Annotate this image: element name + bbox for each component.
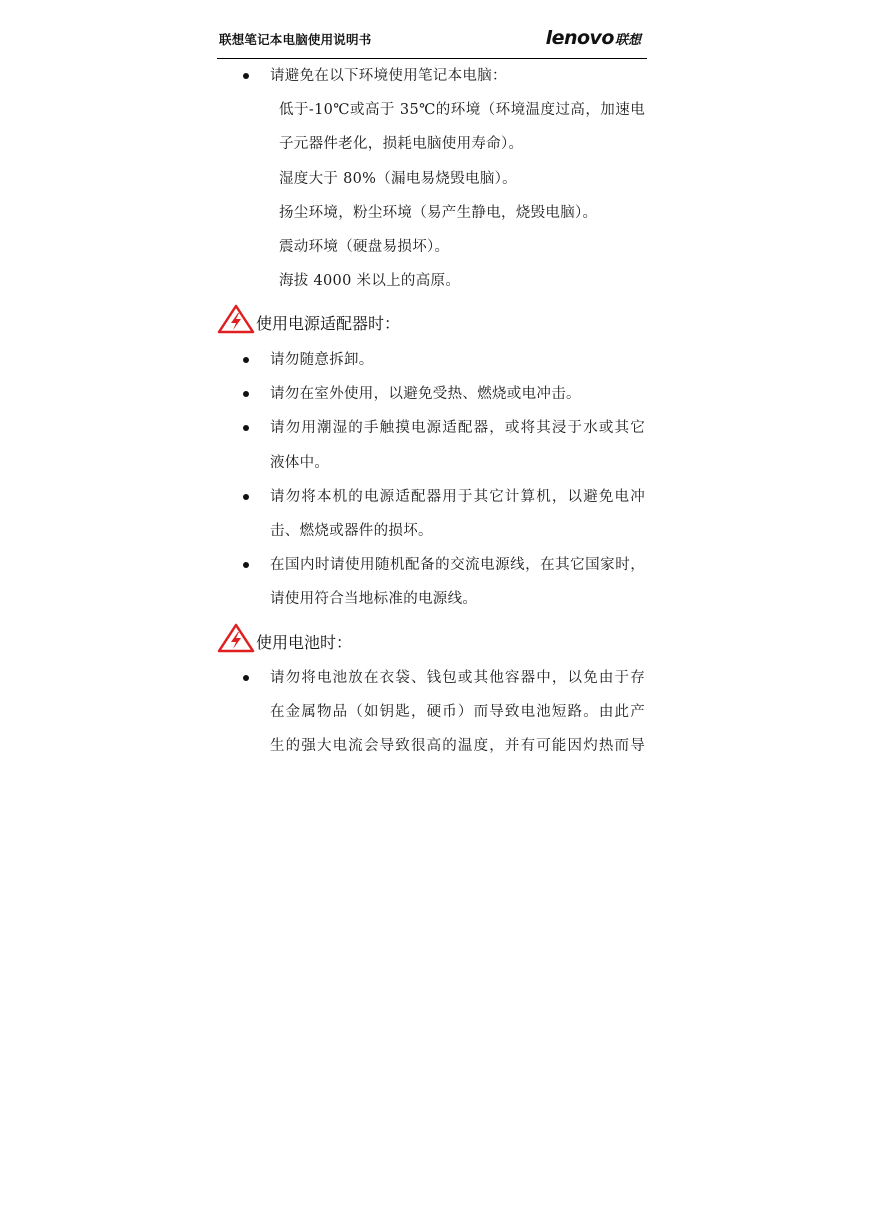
warning-icon — [217, 304, 255, 334]
bullet-dot — [243, 675, 249, 681]
logo-cjk: 联想 — [614, 33, 641, 48]
adapter-section-title: 使用电源适配器时： — [256, 314, 401, 333]
battery-bullet-continuation: 在金属物品（如钥匙，硬币）而导致电池短路。由此产 — [270, 704, 645, 720]
adapter-bullet: 请勿随意拆卸。 — [270, 352, 374, 368]
battery-bullet-continuation: 生的强大电流会导致很高的温度，并有可能因灼热而导 — [270, 738, 645, 754]
environment-intro: 请避免在以下环境使用笔记本电脑： — [270, 68, 507, 84]
page-header — [217, 24, 647, 59]
battery-section-heading — [217, 619, 352, 653]
bullet-dot — [243, 494, 249, 500]
environment-item: 扬尘环境，粉尘环境（易产生静电，烧毁电脑）。 — [279, 205, 598, 221]
environment-item: 湿度大于 80%（漏电易烧毁电脑）。 — [279, 171, 517, 187]
logo-latin: lenovo — [545, 27, 614, 49]
adapter-bullet: 请勿将本机的电源适配器用于其它计算机，以避免电冲 — [270, 489, 645, 505]
bullet-dot — [243, 562, 249, 568]
adapter-bullet: 请勿在室外使用，以避免受热、燃烧或电冲击。 — [270, 386, 581, 402]
battery-section-title: 使用电池时： — [256, 633, 353, 652]
warning-icon — [217, 623, 255, 653]
adapter-bullet-continuation: 击、燃烧或器件的损坏。 — [270, 523, 433, 539]
adapter-bullet: 请勿用潮湿的手触摸电源适配器，或将其浸于水或其它 — [270, 420, 645, 436]
bullet-dot — [243, 357, 249, 363]
header-title: 联想笔记本电脑使用说明书 — [219, 32, 372, 47]
bullet-dot — [243, 425, 249, 431]
adapter-bullet-continuation: 液体中。 — [270, 455, 330, 471]
battery-bullet: 请勿将电池放在衣袋、钱包或其他容器中，以免由于存 — [270, 670, 645, 686]
environment-item: 海拔 4000 米以上的高原。 — [279, 273, 461, 289]
bullet-dot — [243, 73, 249, 79]
adapter-section-heading — [217, 300, 400, 334]
adapter-bullet-continuation: 请使用符合当地标准的电源线。 — [270, 591, 478, 607]
lenovo-logo — [546, 27, 641, 49]
bullet-dot — [243, 391, 249, 397]
environment-item: 低于-10℃或高于 35℃的环境（环境温度过高，加速电 — [279, 102, 645, 118]
environment-item: 震动环境（硬盘易损坏）。 — [279, 239, 450, 255]
adapter-bullet: 在国内时请使用随机配备的交流电源线，在其它国家时， — [270, 557, 645, 573]
environment-item: 子元器件老化，损耗电脑使用寿命）。 — [279, 136, 524, 152]
